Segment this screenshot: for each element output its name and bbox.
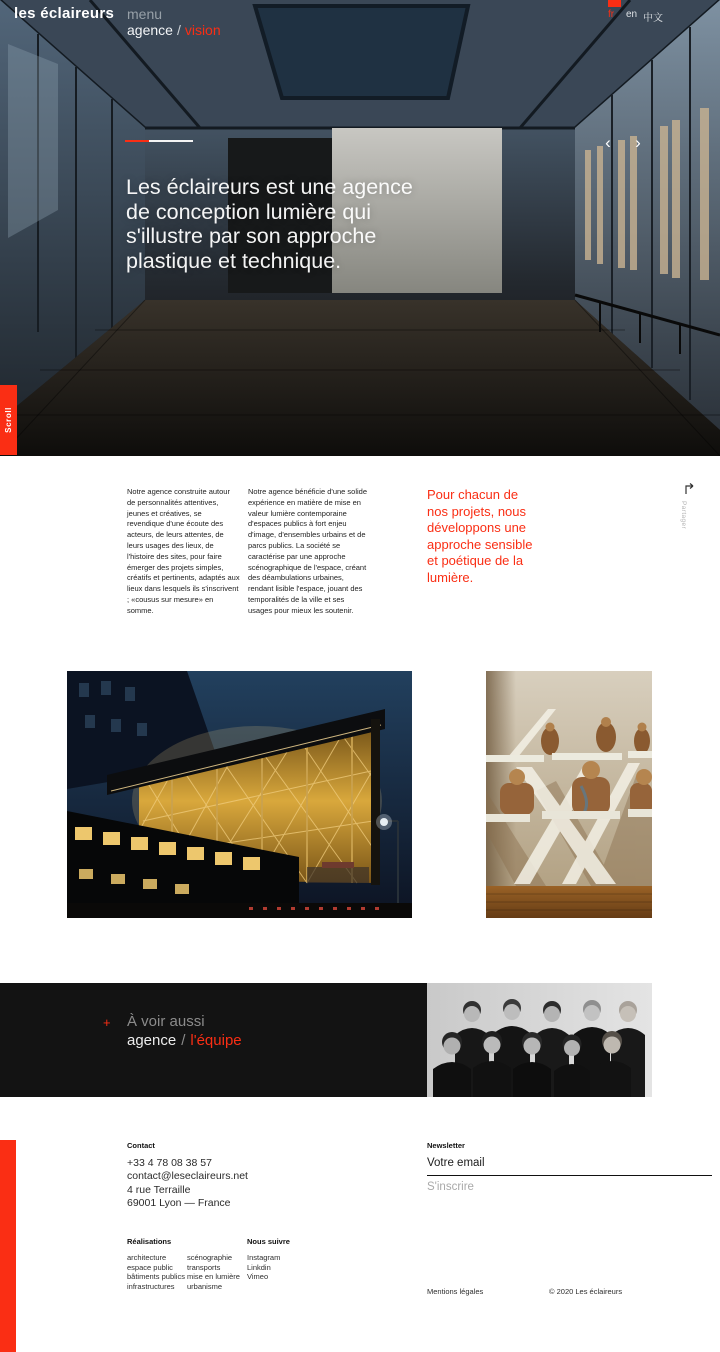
contact-info	[127, 1157, 248, 1211]
carousel-next-button[interactable]: ›	[635, 133, 641, 152]
newsletter-subscribe-button[interactable]: S'inscrire	[427, 1181, 474, 1193]
link-mise-en-lumiere[interactable]: mise en lumière	[187, 1272, 240, 1282]
contact-title: Contact	[127, 1141, 155, 1150]
see-also-separator: /	[181, 1032, 186, 1049]
slider-progress-filled	[125, 140, 149, 142]
slider-progress-track	[149, 140, 193, 142]
carousel-prev-button[interactable]: ‹	[605, 133, 611, 152]
link-vimeo[interactable]: Vimeo	[247, 1272, 269, 1282]
link-espace-public[interactable]: espace public	[127, 1262, 173, 1272]
link-transports[interactable]: transports	[187, 1262, 221, 1272]
copyright: © 2020 Les éclaireurs	[549, 1287, 623, 1296]
active-language-marker	[608, 0, 621, 7]
language-fr[interactable]: fr	[608, 9, 615, 20]
contact-address-line2: 69001 Lyon — France	[127, 1197, 231, 1210]
legal-link[interactable]: Mentions légales	[427, 1287, 484, 1296]
link-linkdin[interactable]: Linkdin	[247, 1262, 271, 1272]
breadcrumb-section[interactable]: agence	[127, 22, 173, 38]
link-batiments-publics[interactable]: bâtiments publics	[127, 1272, 185, 1282]
link-scenographie[interactable]: scénographie	[187, 1253, 233, 1262]
breadcrumb-separator: /	[176, 22, 181, 38]
intro-paragraph-2: Notre agence bénéficie d'une solide expérience en matière de mise en valeur lumière contemporaine d'espaces publics à fort enjeu d'image, d'ensembles urbains et de parcs publics. La société se caractérise par une approche scénographique de l'espace, créant des déambulations urbaines, rendant lisible l'espace, jouant des temporalités de la ville et ses usages pour mieux les soutenir.	[248, 487, 368, 615]
contact-email[interactable]: contact@leseclaireurs.net	[127, 1170, 248, 1183]
hero-heading: Les éclaireurs est une agence de conception lumière qui s'illustre par son approche plastique et technique.	[126, 175, 413, 273]
language-en[interactable]: en	[626, 9, 638, 20]
footer-accent-bar	[0, 1140, 16, 1352]
newsletter-title: Newsletter	[427, 1141, 465, 1150]
see-also-breadcrumb	[127, 1032, 242, 1049]
plus-icon: +	[103, 1015, 111, 1030]
scroll-tab-label: Scroll	[4, 407, 13, 433]
contact-address-line1: 4 rue Terraille	[127, 1183, 191, 1196]
breadcrumb-current: vision	[184, 22, 221, 38]
intro-paragraph-1: Notre agence construite autour de personnalités attentives, jeunes et créatives, se revendique d'une écoute des acteurs, de leurs attentes, de leurs usages des lieux, de l'histoire des sites, pour faire émerger des projets simples, créatifs et pertinents, adaptés aux lieux dans lesquels ils s'inscrivent ; «cousus sur mesure» en somme.	[127, 487, 240, 615]
see-also-label: À voir aussi	[127, 1013, 205, 1030]
project-photo-night-building	[67, 671, 412, 918]
realisations-links-col1	[127, 1253, 185, 1291]
link-architecture[interactable]: architecture	[127, 1253, 167, 1262]
share-control[interactable]	[680, 483, 700, 529]
see-also-section-name[interactable]: agence	[127, 1032, 177, 1049]
link-instagram[interactable]: Instagram	[247, 1253, 281, 1262]
link-infrastructures[interactable]: infrastructures	[127, 1281, 175, 1291]
follow-links	[247, 1253, 305, 1282]
slider-progress	[125, 140, 193, 142]
share-label: Partager	[680, 501, 687, 530]
realisations-links-col2	[187, 1253, 245, 1291]
share-icon	[684, 483, 696, 495]
menu-button[interactable]: menu	[127, 6, 163, 22]
newsletter-email-input[interactable]	[427, 1155, 712, 1176]
link-urbanisme[interactable]: urbanisme	[187, 1281, 223, 1291]
breadcrumb	[127, 22, 221, 38]
see-also-link-equipe[interactable]: l'équipe	[190, 1032, 242, 1049]
hero-section	[0, 0, 720, 456]
project-photo-museum-exhibit	[486, 671, 652, 918]
scroll-tab[interactable]	[0, 385, 17, 455]
intro-highlight: Pour chacun de nos projets, nous développons une approche sensible et poétique de la lumière.	[427, 487, 533, 585]
team-photo	[427, 983, 652, 1097]
realisations-title: Réalisations	[127, 1237, 172, 1246]
follow-title: Nous suivre	[247, 1237, 290, 1246]
logo[interactable]: les éclaireurs	[14, 5, 115, 22]
contact-phone[interactable]: +33 4 78 08 38 57	[127, 1157, 212, 1169]
language-zh[interactable]: 中文	[643, 13, 663, 24]
